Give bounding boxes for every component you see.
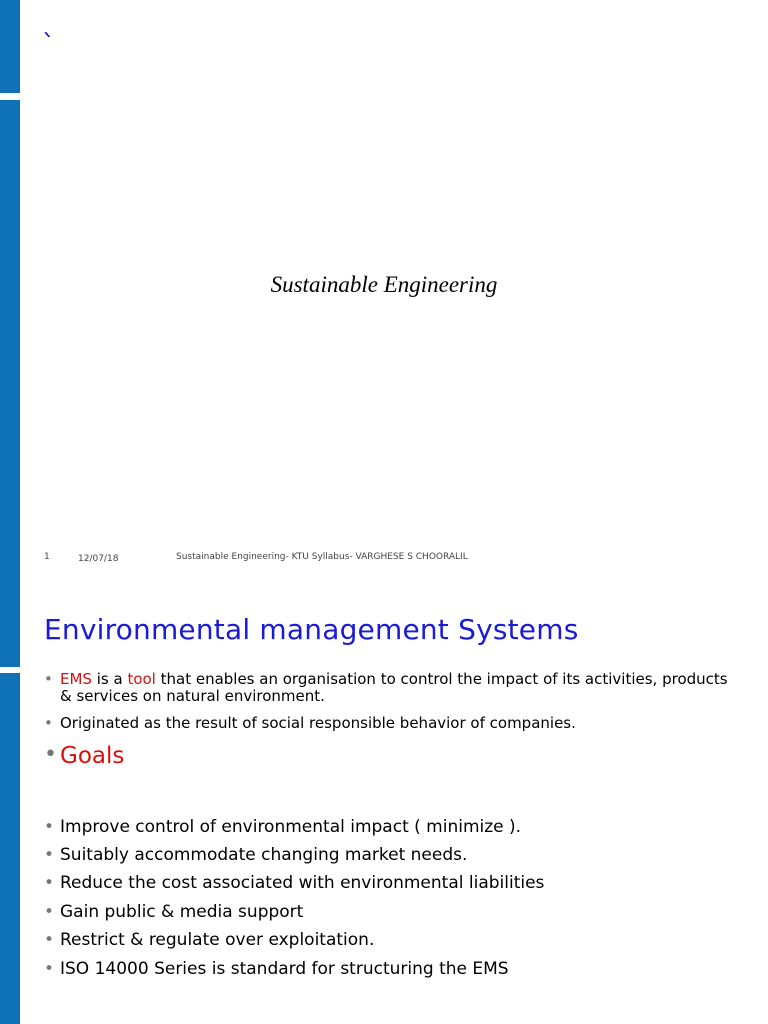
- bullet-originated: Originated as the result of social responsible behavior of companies.: [60, 714, 576, 732]
- bullet-dot: •: [44, 959, 55, 979]
- slide-title: Sustainable Engineering: [270, 272, 498, 297]
- tool-term: tool: [127, 670, 156, 688]
- bullet-dot: •: [44, 817, 55, 837]
- goal-item: ISO 14000 Series is standard for structuring the EMS: [60, 959, 509, 979]
- ems-rest: that enables an organisation to control the impact of its activities, products & services on natural environment.: [60, 670, 728, 705]
- bullet-dot: •: [44, 845, 55, 865]
- footer-date: 12/07/18: [78, 554, 119, 564]
- footer-text: Sustainable Engineering- KTU Syllabus- VARGHESE S CHOORALIL: [176, 552, 468, 562]
- bullet-ems: [60, 671, 740, 705]
- slide-number: 1: [44, 552, 50, 562]
- left-accent-bar: [0, 100, 20, 585]
- goal-item: Improve control of environmental impact ( minimize ).: [60, 817, 522, 837]
- left-accent-bar: [0, 0, 20, 93]
- goal-item: Suitably accommodate changing market needs.: [60, 845, 468, 865]
- bullet-dot: •: [44, 742, 57, 767]
- slide-title: Environmental management Systems: [44, 613, 579, 646]
- bullet-dot: •: [44, 873, 55, 893]
- slide-2: [0, 585, 768, 1024]
- goal-item: Reduce the cost associated with environmental liabilities: [60, 873, 545, 893]
- ems-mid: is a: [91, 670, 128, 688]
- left-accent-bar: [0, 673, 20, 1024]
- bullet-dot: •: [44, 670, 53, 688]
- bullet-dot: •: [44, 902, 55, 922]
- goal-item: Gain public & media support: [60, 902, 304, 922]
- ems-term: EMS: [60, 670, 92, 688]
- left-accent-bar: [0, 585, 20, 667]
- bullet-dot: •: [44, 714, 53, 732]
- bullet-dot: •: [44, 930, 55, 950]
- goal-item: Restrict & regulate over exploitation.: [60, 930, 375, 950]
- slide-mark: `: [42, 30, 55, 60]
- goals-heading: Goals: [60, 743, 125, 769]
